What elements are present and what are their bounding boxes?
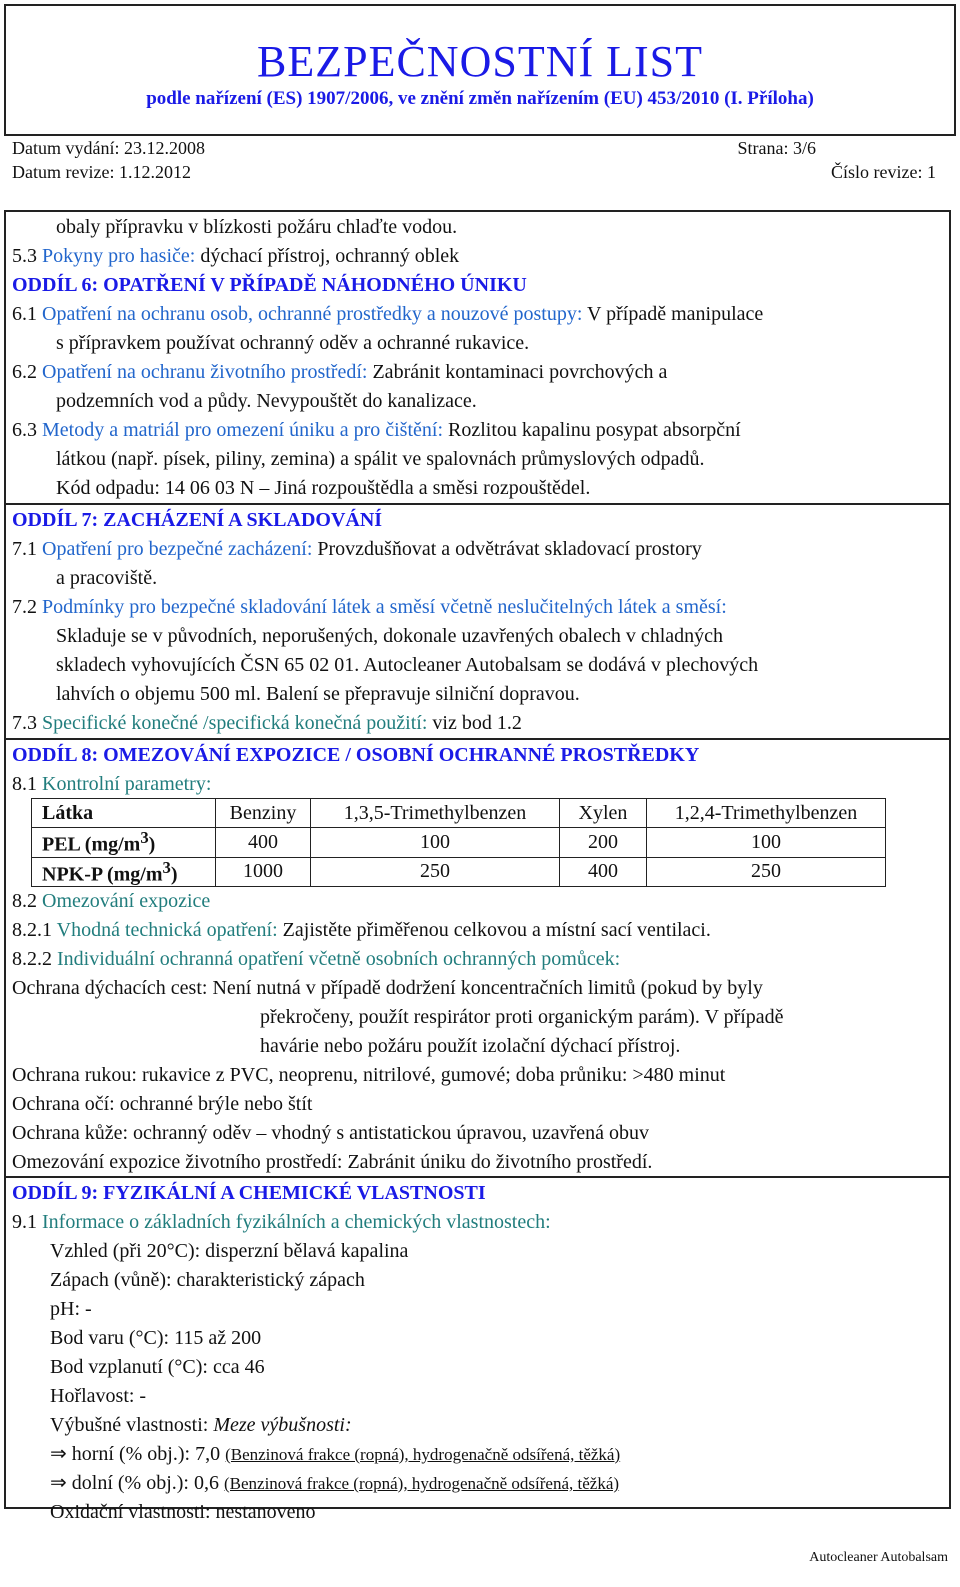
subsection-label: Podmínky pro bezpečné skladování látek a směsí včetně neslučitelných látek a směsí: bbox=[42, 596, 727, 618]
section-divider bbox=[6, 1176, 949, 1178]
subsection-number: 8.2.2 bbox=[12, 948, 52, 970]
revision-date: Datum revize: 1.12.2012 bbox=[12, 162, 191, 182]
subsection-label: Kontrolní parametry: bbox=[42, 773, 212, 795]
revision-number: Číslo revize: 1 bbox=[831, 162, 936, 182]
document-body bbox=[4, 210, 951, 1523]
meta-row-1 bbox=[12, 138, 928, 159]
subsection-7-2 bbox=[12, 595, 727, 619]
subsection-number: 6.3 bbox=[12, 419, 37, 441]
subsection-label: Specifické konečné /specifická konečná použití: bbox=[42, 712, 428, 734]
subsection-label: Opatření pro bezpečné zacházení: bbox=[42, 538, 313, 560]
subsection-label: Pokyny pro hasiče: bbox=[42, 245, 196, 267]
text-line: s přípravkem používat ochranný oděv a ochranné rukavice. bbox=[56, 332, 530, 354]
subsection-text: Zajistěte přiměřenou celkovou a místní sací ventilaci. bbox=[282, 919, 711, 941]
subsection-5-3 bbox=[12, 244, 459, 268]
subsection-9-1 bbox=[12, 1210, 551, 1234]
page-number: Strana: 3/6 bbox=[737, 138, 816, 158]
property-boiling-point: Bod varu (°C): 115 až 200 bbox=[50, 1327, 262, 1349]
table-cell: 200 bbox=[560, 828, 647, 858]
subsection-label: Informace o základních fyzikálních a chemických vlastnostech: bbox=[42, 1211, 551, 1233]
property-odour: Zápach (vůně): charakteristický zápach bbox=[50, 1269, 365, 1291]
row-label: NPK-P $(mg/m^3)$ bbox=[32, 857, 216, 887]
subsection-label: Vhodná technická opatření: bbox=[56, 919, 278, 941]
subsection-number: 7.2 bbox=[12, 596, 37, 618]
text-line: látkou (např. písek, piliny, zemina) a spálit ve spalovnách průmyslových odpadů. bbox=[56, 448, 705, 470]
subsection-6-2 bbox=[12, 360, 667, 384]
section-divider bbox=[6, 503, 949, 505]
text-line: Skladuje se v původních, neporušených, dokonale uzavřených obalech v chladných bbox=[56, 625, 724, 647]
subsection-number: 7.1 bbox=[12, 538, 37, 560]
section-divider bbox=[6, 738, 949, 740]
subsection-8-2 bbox=[12, 889, 210, 913]
regulation-subtitle: podle nařízení (ES) 1907/2006, ve znění změn nařízením (EU) 453/2010 (I. Příloha) bbox=[146, 88, 814, 109]
property-explosive bbox=[50, 1413, 352, 1437]
property-label: Výbušné vlastnosti: bbox=[50, 1414, 209, 1436]
environmental-exposure: Omezování expozice životního prostředí: Zabránit úniku do životního prostředí. bbox=[12, 1151, 653, 1173]
table-cell: 100 bbox=[647, 828, 886, 858]
subsection-8-1 bbox=[12, 772, 211, 796]
property-flash-point: Bod vzplanutí (°C): cca 46 bbox=[50, 1356, 265, 1378]
subsection-number: 8.2 bbox=[12, 890, 37, 912]
table-row bbox=[32, 828, 886, 858]
subsection-text: V případě manipulace bbox=[587, 303, 764, 325]
section-heading-7: ODDÍL 7: ZACHÁZENÍ A SKLADOVÁNÍ bbox=[12, 509, 383, 531]
subsection-number: 9.1 bbox=[12, 1211, 37, 1233]
arrow-right-icon: ⇒ bbox=[50, 1472, 67, 1494]
section-heading-8: ODDÍL 8: OMEZOVÁNÍ EXPOZICE / OSOBNÍ OCHRANNÉ PROSTŘEDKY bbox=[12, 744, 700, 766]
subsection-number: 8.2.1 bbox=[12, 919, 52, 941]
table-cell: 250 bbox=[311, 857, 560, 887]
table-row bbox=[32, 857, 886, 887]
text-line: podzemních vod a půdy. Nevypouštět do kanalizace. bbox=[56, 390, 477, 412]
section-heading-9: ODDÍL 9: FYZIKÁLNÍ A CHEMICKÉ VLASTNOSTI bbox=[12, 1182, 486, 1204]
table-header-cell: Benziny bbox=[216, 799, 311, 828]
property-sublabel: Meze výbušnosti: bbox=[213, 1414, 352, 1436]
exposure-limits-table bbox=[31, 798, 886, 887]
eye-protection: Ochrana očí: ochranné brýle nebo štít bbox=[12, 1093, 313, 1115]
text-line: překročeny, použít respirátor proti organickým parám). V případě bbox=[260, 1006, 784, 1028]
subsection-label: Opatření na ochranu osob, ochranné prostředky a nouzové postupy: bbox=[42, 303, 583, 325]
property-oxidizing: Oxidační vlastnosti: nestanoveno bbox=[50, 1501, 316, 1523]
property-appearance: Vzhled (při 20°C): disperzní bělavá kapalina bbox=[50, 1240, 409, 1262]
subsection-6-3 bbox=[12, 418, 741, 442]
subsection-8-2-2 bbox=[12, 947, 620, 971]
property-flammability: Hořlavost: - bbox=[50, 1385, 147, 1407]
table-header-cell: Xylen bbox=[560, 799, 647, 828]
table-header-cell: 1,3,5-Trimethylbenzen bbox=[311, 799, 560, 828]
skin-protection: Ochrana kůže: ochranný oděv – vhodný s antistatickou úpravou, uzavřená obuv bbox=[12, 1122, 650, 1144]
hand-protection: Ochrana rukou: rukavice z PVC, neoprenu, nitrilové, gumové; doba průniku: >480 minut bbox=[12, 1064, 726, 1086]
limit-value: horní (% obj.): 7,0 bbox=[71, 1443, 221, 1465]
text-line: lahvích o objemu 500 ml. Balení se přepravuje silniční dopravou. bbox=[56, 683, 580, 705]
subsection-number: 8.1 bbox=[12, 773, 37, 795]
row-label: PEL $(mg/m^3)$ bbox=[32, 828, 216, 858]
table-cell: 400 bbox=[216, 828, 311, 858]
table-header-row bbox=[32, 799, 886, 828]
subsection-number: 7.3 bbox=[12, 712, 37, 734]
text-line: skladech vyhovujících ČSN 65 02 01. Autocleaner Autobalsam se dodává v plechových bbox=[56, 654, 759, 676]
table-header-cell: Látka bbox=[32, 799, 216, 828]
text-line: obaly přípravku v blízkosti požáru chlaďte vodou. bbox=[56, 216, 458, 238]
subsection-8-2-1 bbox=[12, 918, 711, 942]
subsection-text: Provzdušňovat a odvětrávat skladovací prostory bbox=[317, 538, 702, 560]
text-line: Kód odpadu: 14 06 03 N – Jiná rozpouštědla a směsi rozpouštědel. bbox=[56, 477, 591, 499]
subsection-text: Rozlitou kapalinu posypat absorpční bbox=[448, 419, 741, 441]
property-ph: pH: - bbox=[50, 1298, 92, 1320]
limit-note: (Benzinová frakce (ropná), hydrogenačně odsířená, těžká) bbox=[223, 1474, 620, 1493]
subsection-label: Individuální ochranná opatření včetně osobních ochranných pomůcek: bbox=[57, 948, 621, 970]
issue-date: Datum vydání: 23.12.2008 bbox=[12, 138, 205, 158]
subsection-7-3 bbox=[12, 711, 522, 735]
subsection-label: Opatření na ochranu životního prostředí: bbox=[42, 361, 368, 383]
table-cell: 400 bbox=[560, 857, 647, 887]
limit-value: dolní (% obj.): 0,6 bbox=[71, 1472, 219, 1494]
subsection-number: 6.1 bbox=[12, 303, 37, 325]
document-header bbox=[4, 4, 956, 136]
footer-product-name: Autocleaner Autobalsam bbox=[809, 1550, 948, 1565]
section-heading-6: ODDÍL 6: OPATŘENÍ V PŘÍPADĚ NÁHODNÉHO ÚNIKU bbox=[12, 274, 527, 296]
subsection-text: Zabránit kontaminaci povrchových a bbox=[372, 361, 668, 383]
subsection-text: viz bod 1.2 bbox=[432, 712, 522, 734]
table-cell: 1000 bbox=[216, 857, 311, 887]
meta-row-2 bbox=[12, 162, 936, 183]
subsection-number: 6.2 bbox=[12, 361, 37, 383]
document-title: BEZPEČNOSTNÍ LIST bbox=[257, 37, 703, 86]
text-line: a pracoviště. bbox=[56, 567, 158, 589]
respiratory-protection: Ochrana dýchacích cest: Není nutná v případě dodržení koncentračních limitů (pokud by byly bbox=[12, 977, 763, 999]
upper-explosion-limit bbox=[50, 1442, 620, 1467]
subsection-number: 5.3 bbox=[12, 245, 37, 267]
subsection-label: Metody a matriál pro omezení úniku a pro čištění: bbox=[42, 419, 443, 441]
table-cell: 100 bbox=[311, 828, 560, 858]
subsection-6-1 bbox=[12, 302, 763, 326]
table-header-cell: 1,2,4-Trimethylbenzen bbox=[647, 799, 886, 828]
subsection-text: dýchací přístroj, ochranný oblek bbox=[200, 245, 460, 267]
subsection-label: Omezování expozice bbox=[42, 890, 211, 912]
arrow-right-icon: ⇒ bbox=[50, 1443, 67, 1465]
text-line: havárie nebo požáru použít izolační dýchací přístroj. bbox=[260, 1035, 681, 1057]
table-cell: 250 bbox=[647, 857, 886, 887]
subsection-7-1 bbox=[12, 537, 702, 561]
lower-explosion-limit bbox=[50, 1471, 619, 1496]
limit-note: (Benzinová frakce (ropná), hydrogenačně odsířená, těžká) bbox=[225, 1445, 621, 1464]
